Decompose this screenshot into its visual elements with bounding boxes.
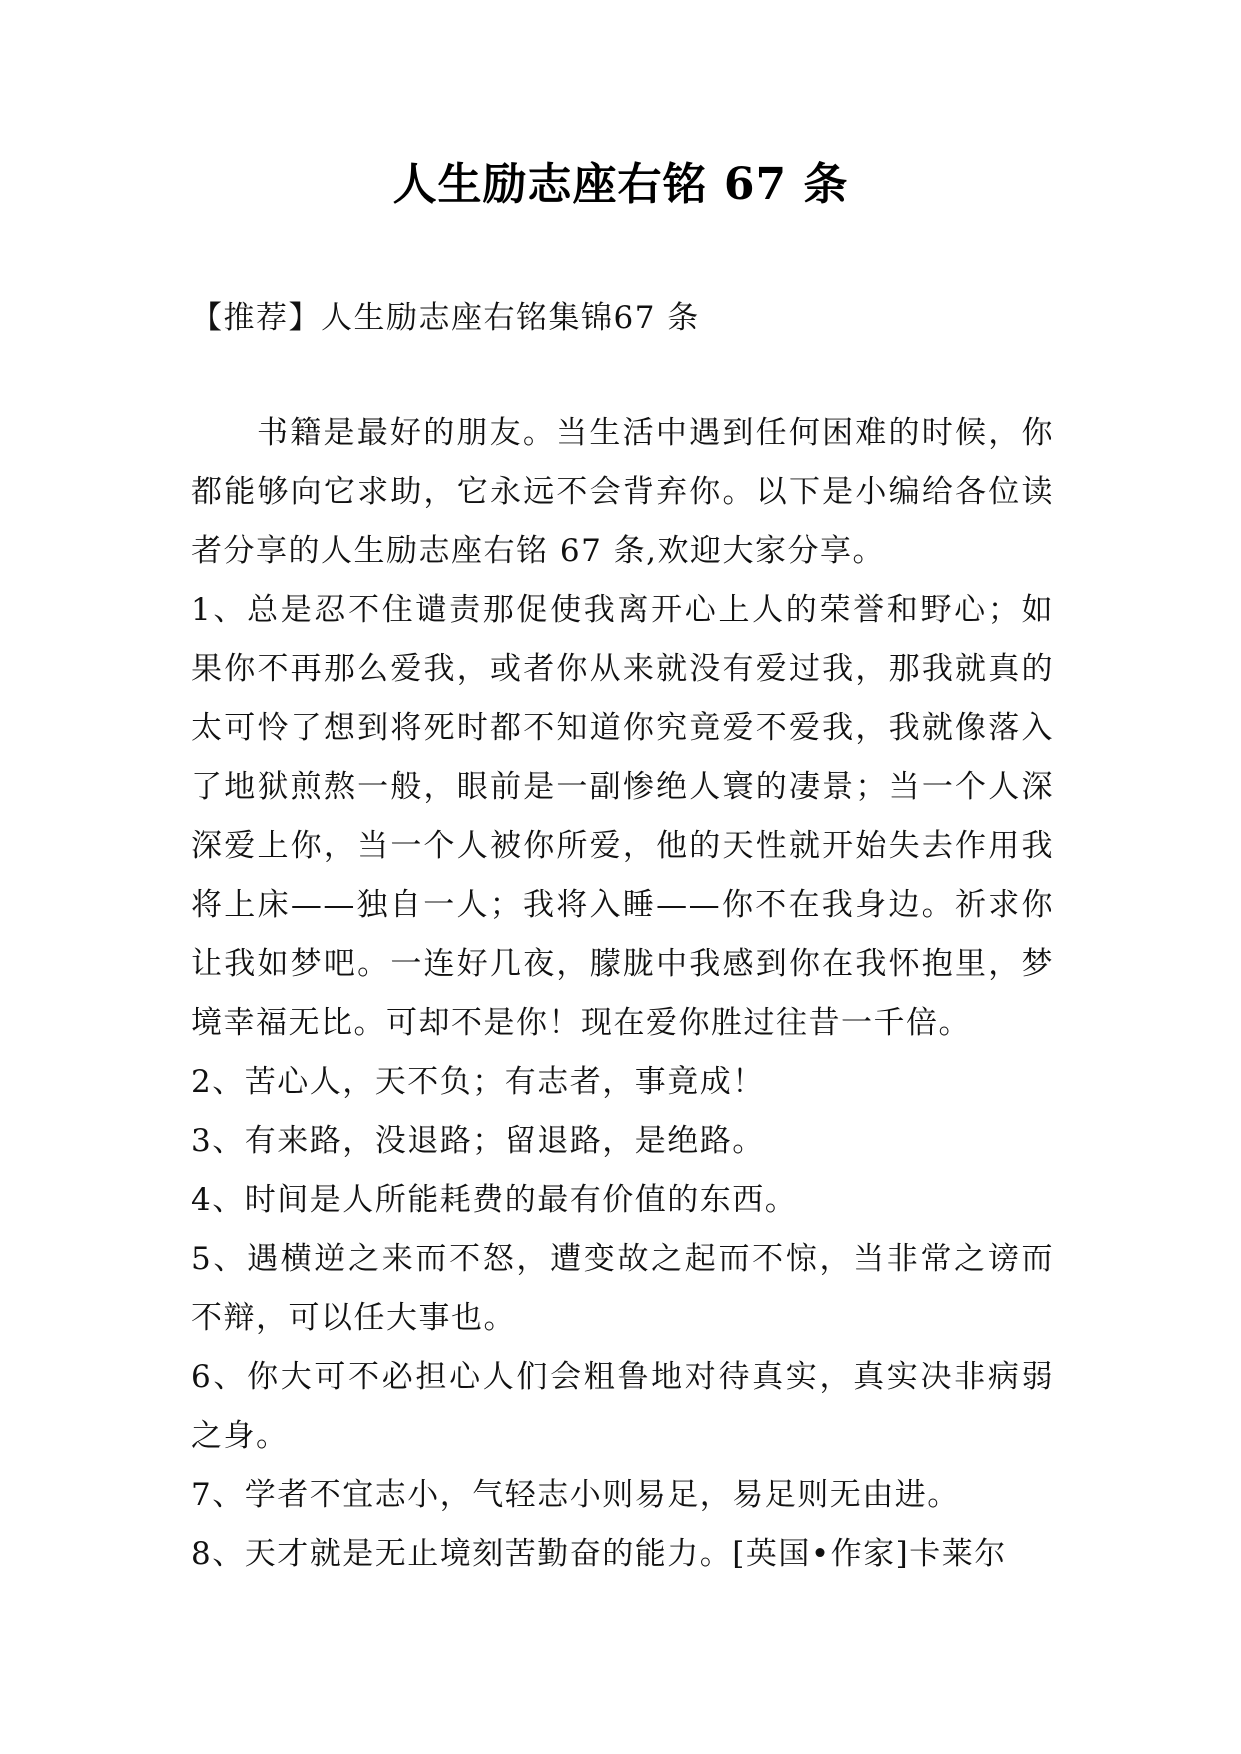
- body-line: 7、学者不宜志小，气轻志小则易足，易足则无由进。: [191, 1477, 960, 1513]
- document-subtitle: 【推荐】人生励志座右铭集锦67 条: [191, 300, 700, 336]
- body-line: 3、有来路，没退路；留退路，是绝路。: [191, 1123, 765, 1159]
- body-line: 6、你大可不必担心人们会粗鲁地对待真实，真实决非病弱: [191, 1359, 1054, 1395]
- body-line: 将上床——独自一人；我将入睡——你不在我身边。祈求你: [191, 887, 1054, 923]
- body-line: 5、遇横逆之来而不怒，遭变故之起而不惊，当非常之谤而: [191, 1241, 1054, 1277]
- body-line: 果你不再那么爱我，或者你从来就没有爱过我，那我就真的: [191, 651, 1054, 687]
- body-line: 让我如梦吧。一连好几夜，朦胧中我感到你在我怀抱里，梦: [191, 946, 1054, 982]
- document-body: [191, 404, 1054, 1584]
- body-line: 深爱上你，当一个人被你所爱，他的天性就开始失去作用我: [191, 828, 1054, 864]
- body-line: 了地狱煎熬一般，眼前是一副惨绝人寰的凄景；当一个人深: [191, 769, 1054, 805]
- body-line: 8、天才就是无止境刻苦勤奋的能力。[英国•作家]卡莱尔: [191, 1536, 1007, 1572]
- body-line: 不辩，可以任大事也。: [191, 1300, 516, 1336]
- body-line: 书籍是最好的朋友。当生活中遇到任何困难的时候，你: [257, 415, 1054, 451]
- body-line: 1、总是忍不住谴责那促使我离开心上人的荣誉和野心；如: [191, 592, 1054, 628]
- body-line: 都能够向它求助，它永远不会背弃你。以下是小编给各位读: [191, 474, 1054, 510]
- body-line: 者分享的人生励志座右铭 67 条,欢迎大家分享。: [191, 533, 886, 569]
- body-line: 4、时间是人所能耗费的最有价值的东西。: [191, 1182, 798, 1218]
- body-line: 太可怜了想到将死时都不知道你究竟爱不爱我，我就像落入: [191, 710, 1054, 746]
- document-title: 人生励志座右铭 67 条: [392, 159, 849, 210]
- body-line: 之身。: [191, 1418, 289, 1454]
- body-line: 境幸福无比。可却不是你！现在爱你胜过往昔一千倍。: [191, 1005, 971, 1041]
- body-line: 2、苦心人，天不负；有志者，事竟成！: [191, 1064, 765, 1100]
